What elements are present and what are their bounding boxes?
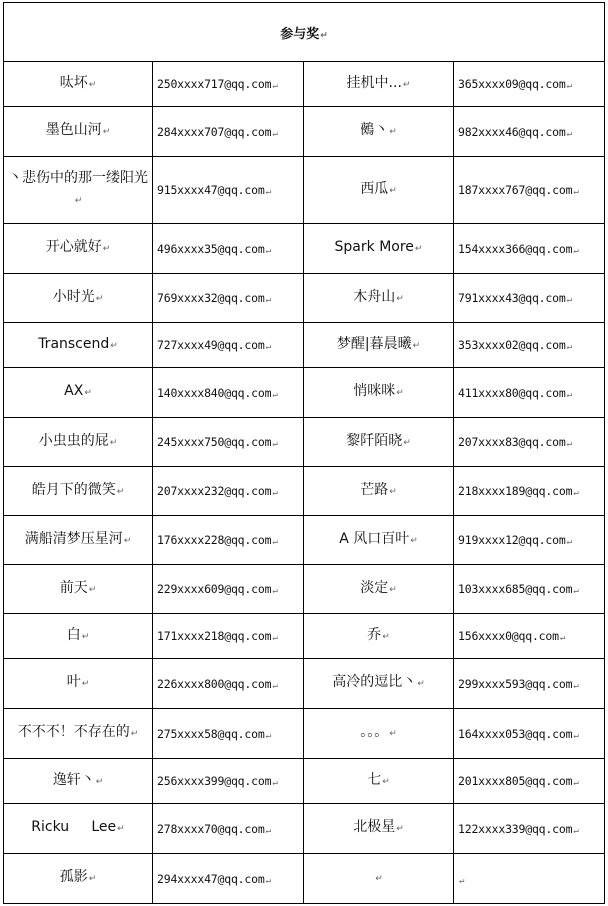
award-table [3, 2, 605, 904]
paragraph-mark: ↵ [566, 389, 572, 400]
nickname: 鵺丶 [360, 122, 389, 138]
nickname-cell [304, 157, 454, 224]
email-cell [454, 224, 605, 274]
nickname: 白 [66, 626, 81, 643]
paragraph-mark: ↵ [396, 293, 404, 304]
email-cell [153, 224, 304, 274]
email-cell [454, 323, 605, 368]
paragraph-mark: ↵ [375, 874, 383, 884]
paragraph-mark: ↵ [396, 824, 404, 834]
paragraph-mark: ↵ [88, 874, 97, 884]
award-table-body [4, 3, 605, 904]
nickname-cell [304, 659, 454, 709]
nickname-cell [304, 804, 454, 854]
nickname: 淡定 [360, 579, 389, 596]
nickname-cell [4, 467, 153, 516]
nickname: 开心就好 [45, 239, 102, 255]
nickname: 墨色山河 [45, 122, 102, 138]
email-address: 727xxxx49@qq.com [157, 338, 265, 352]
email-address: 294xxxx47@qq.com [157, 871, 265, 886]
table-row [4, 565, 605, 614]
email-address: 353xxxx02@qq.com [458, 338, 566, 352]
title-row [4, 3, 605, 62]
nickname-cell [4, 854, 153, 904]
paragraph-mark: ↵ [272, 537, 278, 547]
email-cell [153, 659, 304, 709]
email-cell [153, 157, 304, 224]
paragraph-mark: ↵ [566, 81, 572, 91]
paragraph-mark: ↵ [272, 439, 278, 449]
nickname-cell [304, 614, 454, 659]
paragraph-mark: ↵ [102, 244, 111, 254]
paragraph-mark: ↵ [402, 79, 411, 90]
nickname: 高冷的逗比丶 [332, 674, 417, 690]
email-cell [153, 709, 304, 759]
nickname-cell [304, 274, 454, 323]
table-row [4, 709, 605, 759]
email-address: 275xxxx58@qq.com [157, 726, 265, 741]
email-cell [454, 516, 605, 565]
paragraph-mark: ↵ [414, 244, 423, 254]
email-address: 122xxxx339@qq.com [458, 821, 573, 836]
email-cell [153, 274, 304, 323]
email-cell [454, 759, 605, 804]
email-address: 154xxxx366@qq.com [458, 241, 573, 256]
nickname: AX [64, 383, 84, 399]
paragraph-mark: ↵ [389, 185, 397, 196]
email-address: 226xxxx800@qq.com [157, 676, 272, 691]
paragraph-mark: ↵ [459, 875, 465, 886]
email-cell [153, 418, 304, 467]
paragraph-mark: ↵ [573, 488, 579, 498]
email-cell [153, 62, 304, 107]
nickname: A 风口百叶 [339, 530, 410, 547]
email-cell [454, 368, 605, 418]
nickname: 孤影 [59, 869, 88, 885]
email-address: 411xxxx80@qq.com [458, 385, 566, 400]
email-address: 229xxxx609@qq.com [157, 582, 272, 596]
paragraph-mark: ↵ [265, 245, 271, 256]
nickname: Ricku Lee [31, 819, 117, 835]
nickname-cell [304, 224, 454, 274]
paragraph-mark: ↵ [265, 295, 271, 305]
paragraph-mark: ↵ [389, 729, 397, 739]
paragraph-mark: ↵ [320, 30, 328, 41]
nickname-cell [304, 467, 454, 516]
email-cell [153, 516, 304, 565]
paragraph-mark: ↵ [117, 824, 125, 834]
nickname-cell [4, 418, 153, 467]
nickname-cell [304, 368, 454, 418]
nickname: 丶悲伤中的那一缕阳光 [8, 170, 148, 186]
paragraph-mark: ↵ [412, 340, 421, 351]
paragraph-mark: ↵ [382, 631, 390, 642]
nickname: 七 [367, 771, 382, 788]
paragraph-mark: ↵ [272, 778, 278, 788]
nickname-cell [4, 62, 153, 107]
nickname: 木舟山 [353, 288, 396, 305]
email-address: 156xxxx0@qq.com [458, 629, 559, 643]
nickname: 逸轩丶 [52, 771, 95, 788]
email-cell [153, 107, 304, 157]
paragraph-mark: ↵ [265, 342, 271, 352]
table-row [4, 759, 605, 804]
paragraph-mark: ↵ [396, 388, 404, 398]
paragraph-mark: ↵ [95, 776, 104, 787]
email-address: 278xxxx70@qq.com [157, 821, 265, 836]
paragraph-mark: ↵ [272, 81, 278, 91]
table-row [4, 516, 605, 565]
table-row [4, 323, 605, 368]
email-address: 218xxxx189@qq.com [458, 484, 573, 498]
nickname: 小时光 [52, 288, 95, 305]
nickname: 黎阡陌晓 [346, 432, 403, 449]
table-row [4, 274, 605, 323]
paragraph-mark: ↵ [88, 79, 97, 90]
paragraph-mark: ↵ [573, 730, 579, 741]
email-cell [153, 565, 304, 614]
nickname: 呔坏 [59, 74, 88, 91]
table-title: 参与奖 [280, 26, 320, 42]
nickname-cell [4, 323, 153, 368]
nickname: 芒路 [360, 481, 389, 498]
email-cell [454, 418, 605, 467]
email-cell [153, 323, 304, 368]
nickname-cell [304, 516, 454, 565]
email-address: 201xxxx805@qq.com [458, 774, 573, 788]
paragraph-mark: ↵ [109, 437, 118, 448]
nickname-cell [304, 323, 454, 368]
email-address: 250xxxx717@qq.com [157, 77, 272, 91]
paragraph-mark: ↵ [88, 584, 97, 595]
email-cell [454, 854, 605, 904]
email-address: 176xxxx228@qq.com [157, 533, 272, 547]
email-address: 284xxxx707@qq.com [157, 124, 272, 139]
nickname-cell [4, 804, 153, 854]
paragraph-mark: ↵ [389, 584, 397, 595]
nickname: 西瓜 [360, 180, 389, 197]
nickname-cell [304, 565, 454, 614]
paragraph-mark: ↵ [95, 293, 104, 304]
paragraph-mark: ↵ [417, 679, 425, 689]
table-row [4, 62, 605, 107]
paragraph-mark: ↵ [123, 535, 132, 546]
table-row [4, 368, 605, 418]
paragraph-mark: ↵ [573, 245, 579, 256]
email-cell [454, 467, 605, 516]
paragraph-mark: ↵ [110, 340, 118, 351]
paragraph-mark: ↵ [573, 680, 579, 691]
nickname-cell [4, 516, 153, 565]
paragraph-mark: ↵ [566, 295, 572, 305]
award-list-document [3, 2, 604, 904]
email-cell [153, 368, 304, 418]
paragraph-mark: ↵ [573, 778, 579, 788]
paragraph-mark: ↵ [81, 679, 90, 689]
nickname-cell [4, 274, 153, 323]
nickname: 皓月下的微笑 [31, 481, 116, 498]
nickname-cell [4, 565, 153, 614]
email-address: 256xxxx399@qq.com [157, 774, 272, 788]
email-cell [454, 157, 605, 224]
email-address: 171xxxx218@qq.com [157, 629, 272, 643]
nickname-cell [304, 709, 454, 759]
nickname: 叶 [66, 674, 81, 690]
email-cell [454, 62, 605, 107]
paragraph-mark: ↵ [265, 825, 271, 836]
nickname: 悄咪咪 [353, 383, 396, 399]
nickname-cell [4, 709, 153, 759]
paragraph-mark: ↵ [116, 486, 125, 497]
nickname: Transcend [38, 335, 110, 352]
email-cell [153, 804, 304, 854]
email-cell [454, 107, 605, 157]
nickname: 满船清梦压星河 [24, 530, 123, 547]
email-cell [454, 709, 605, 759]
email-address: 919xxxx12@qq.com [458, 533, 566, 547]
email-cell [454, 804, 605, 854]
email-cell [454, 274, 605, 323]
table-row [4, 418, 605, 467]
email-cell [454, 659, 605, 709]
paragraph-mark: ↵ [403, 437, 411, 448]
paragraph-mark: ↵ [573, 825, 579, 836]
nickname: 。。。 [360, 724, 389, 740]
nickname: 乔 [367, 626, 382, 643]
paragraph-mark: ↵ [389, 127, 397, 137]
table-row [4, 804, 605, 854]
email-cell [454, 565, 605, 614]
nickname-cell [304, 62, 454, 107]
email-address: 496xxxx35@qq.com [157, 241, 265, 256]
paragraph-mark: ↵ [265, 187, 271, 197]
nickname: 不不不！不存在的 [17, 724, 130, 740]
paragraph-mark: ↵ [272, 586, 278, 596]
nickname-cell [4, 157, 153, 224]
nickname-cell [304, 854, 454, 904]
paragraph-mark: ↵ [389, 486, 397, 497]
paragraph-mark: ↵ [566, 439, 572, 449]
paragraph-mark: ↵ [382, 776, 390, 787]
email-cell [153, 854, 304, 904]
nickname-cell [4, 759, 153, 804]
email-address: 915xxxx47@qq.com [157, 183, 265, 197]
email-address: 103xxxx685@qq.com [458, 582, 573, 596]
table-row [4, 157, 605, 224]
paragraph-mark: ↵ [84, 388, 92, 398]
paragraph-mark: ↵ [74, 196, 83, 206]
email-cell [454, 614, 605, 659]
nickname-cell [4, 107, 153, 157]
nickname-cell [4, 659, 153, 709]
paragraph-mark: ↵ [265, 730, 271, 741]
email-cell [153, 614, 304, 659]
table-row [4, 224, 605, 274]
table-row [4, 107, 605, 157]
table-title-cell [4, 3, 605, 62]
email-address: 982xxxx46@qq.com [458, 124, 566, 139]
email-address: 140xxxx840@qq.com [157, 385, 272, 400]
nickname-cell [4, 614, 153, 659]
paragraph-mark: ↵ [573, 586, 579, 596]
paragraph-mark: ↵ [566, 342, 572, 352]
nickname: 挂机中... [346, 74, 402, 91]
paragraph-mark: ↵ [272, 680, 278, 691]
table-row [4, 614, 605, 659]
email-address: 299xxxx593@qq.com [458, 676, 573, 691]
nickname: 北极星 [353, 819, 396, 835]
paragraph-mark: ↵ [130, 729, 139, 739]
email-address: 187xxxx767@qq.com [458, 183, 573, 197]
nickname-cell [4, 224, 153, 274]
paragraph-mark: ↵ [566, 128, 572, 139]
email-address: 365xxxx09@qq.com [458, 77, 566, 91]
paragraph-mark: ↵ [81, 631, 90, 642]
nickname-cell [304, 759, 454, 804]
paragraph-mark: ↵ [559, 633, 566, 643]
paragraph-mark: ↵ [272, 389, 278, 400]
email-address: 245xxxx750@qq.com [157, 435, 272, 449]
email-address: 769xxxx32@qq.com [157, 291, 265, 305]
paragraph-mark: ↵ [272, 633, 278, 643]
paragraph-mark: ↵ [566, 537, 572, 547]
email-address: 164xxxx053@qq.com [458, 726, 573, 741]
paragraph-mark: ↵ [272, 128, 278, 139]
email-address: 791xxxx43@qq.com [458, 291, 566, 305]
nickname-cell [4, 368, 153, 418]
paragraph-mark: ↵ [573, 187, 579, 197]
nickname-cell [304, 107, 454, 157]
nickname: 前天 [59, 579, 88, 596]
table-row [4, 659, 605, 709]
nickname: 小虫虫的屁 [38, 432, 109, 449]
table-row [4, 467, 605, 516]
paragraph-mark: ↵ [272, 488, 278, 498]
nickname-cell [304, 418, 454, 467]
nickname: 梦醒|暮晨曦 [336, 335, 412, 352]
email-address: 207xxxx232@qq.com [157, 484, 272, 498]
paragraph-mark: ↵ [102, 127, 111, 137]
email-address: 207xxxx83@qq.com [458, 435, 566, 449]
email-cell [153, 759, 304, 804]
table-row [4, 854, 605, 904]
paragraph-mark: ↵ [265, 875, 271, 886]
nickname: Spark More [334, 239, 414, 255]
paragraph-mark: ↵ [410, 535, 418, 546]
email-cell [153, 467, 304, 516]
